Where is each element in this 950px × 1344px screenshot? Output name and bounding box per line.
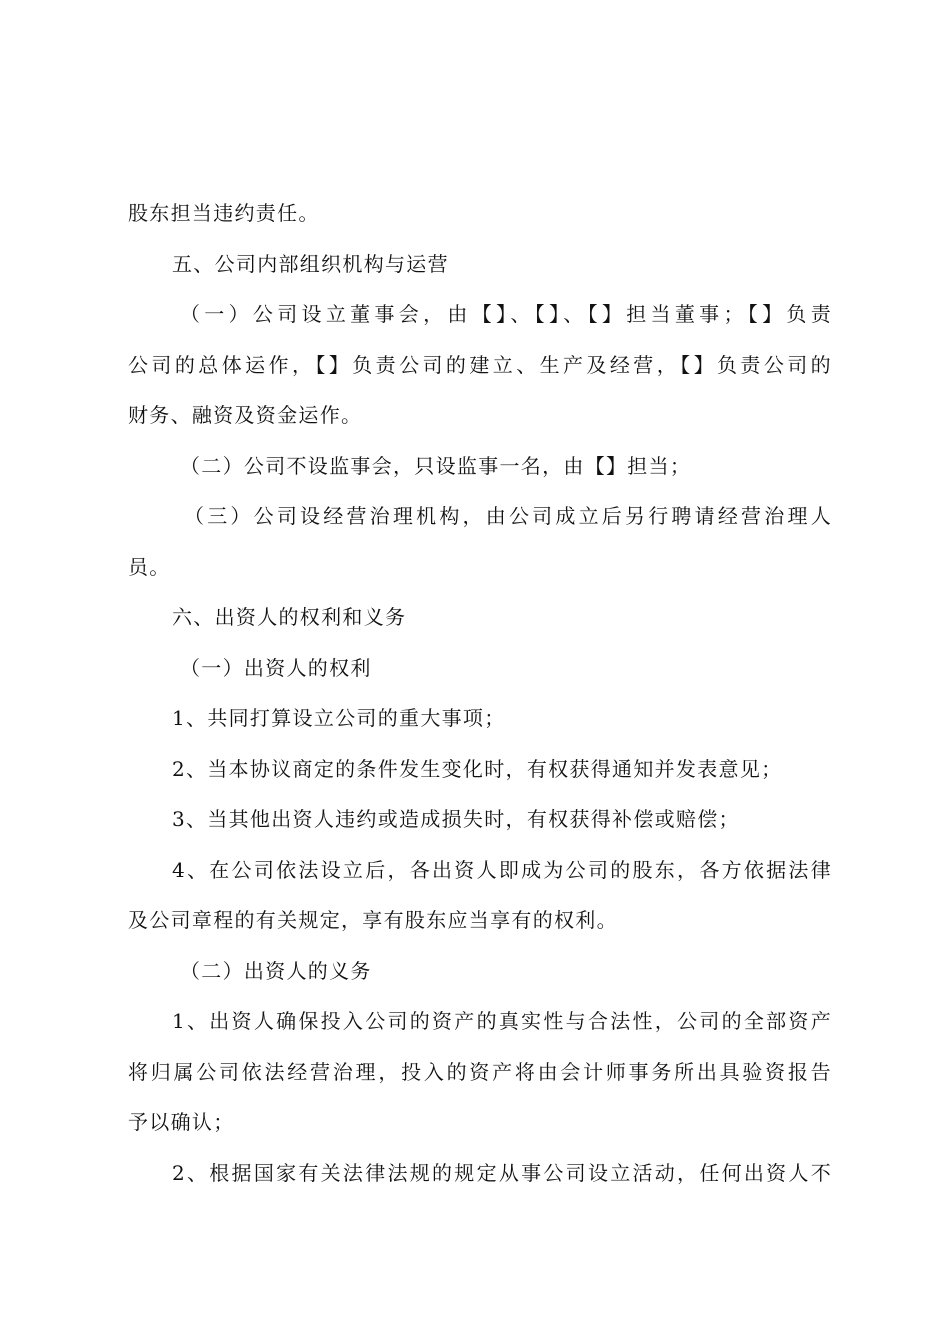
paragraph-line: 公司的总体运作，【】负责公司的建立、生产及经营，【】负责公司的 [128, 352, 832, 377]
paragraph-line: （二）公司不设监事会，只设监事一名，由【】担当； [180, 453, 692, 478]
list-item: 1、出资人确保投入公司的资产的真实性与合法性，公司的全部资产 [172, 1009, 832, 1033]
subsection-heading: （二）出资人的义务 [180, 958, 372, 983]
list-item: 3、当其他出资人违约或造成损失时，有权获得补偿或赔偿； [172, 807, 740, 831]
paragraph-line: 及公司章程的有关规定，享有股东应当享有的权利。 [128, 908, 618, 932]
paragraph-line: 将归属公司依法经营治理，投入的资产将由会计师事务所出具验资报告 [128, 1059, 832, 1084]
paragraph-line: 予以确认； [128, 1110, 235, 1134]
paragraph-line: 员。 [128, 554, 171, 579]
section-heading-6: 六、出资人的权利和义务 [172, 605, 407, 629]
document-body [128, 188, 832, 1198]
paragraph-line: 财务、融资及资金运作。 [128, 403, 363, 427]
section-heading-5: 五、公司内部组织机构与运营 [172, 251, 449, 276]
list-item: 4、在公司依法设立后，各出资人即成为公司的股东，各方依据法律 [172, 857, 832, 882]
paragraph-line: （三）公司设经营治理机构，由公司成立后另行聘请经营治理人 [184, 504, 832, 528]
paragraph-line: 股东担当违约责任。 [128, 201, 320, 225]
subsection-heading: （一）出资人的权利 [180, 655, 372, 680]
list-item: 1、共同打算设立公司的重大事项； [172, 706, 506, 730]
list-item: 2、当本协议商定的条件发生变化时，有权获得通知并发表意见； [172, 756, 783, 781]
list-item: 2、根据国家有关法律法规的规定从事公司设立活动，任何出资人不 [172, 1160, 832, 1185]
paragraph-line: （一）公司设立董事会，由【】、【】、【】担当董事；【】负责 [180, 302, 832, 326]
